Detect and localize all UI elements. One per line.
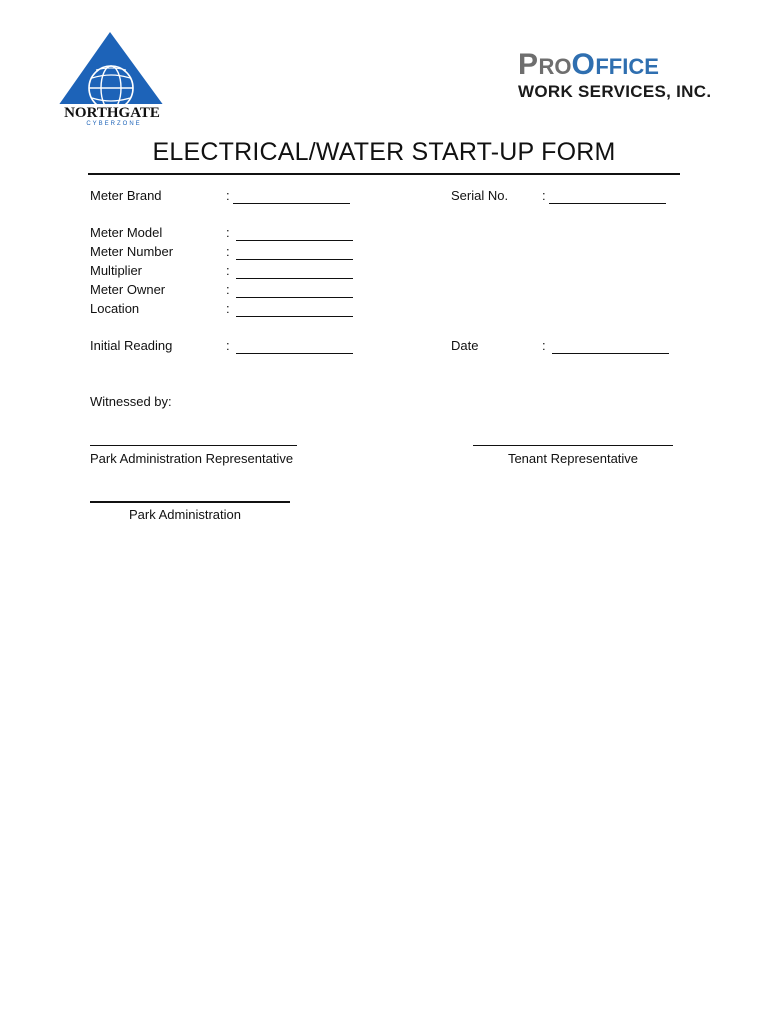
park-admin-rep-label: Park Administration Representative	[90, 451, 294, 466]
northgate-logo	[56, 28, 170, 128]
meter-model-label: Meter Model	[90, 225, 163, 240]
serial-no-label: Serial No.	[451, 188, 509, 203]
meter-model-colon: :	[226, 225, 230, 240]
meter-number-field[interactable]	[236, 259, 353, 260]
multiplier-label: Multiplier	[90, 263, 143, 278]
meter-model-field[interactable]	[236, 240, 353, 241]
initial-reading-colon: :	[226, 338, 230, 353]
witnessed-by-label: Witnessed by:	[90, 394, 172, 409]
multiplier-field[interactable]	[236, 278, 353, 279]
tenant-rep-signature-line[interactable]	[473, 445, 673, 446]
park-admin-label: Park Administration	[129, 507, 241, 522]
location-colon: :	[226, 301, 230, 316]
date-label: Date	[451, 338, 479, 353]
serial-no-colon: :	[542, 188, 546, 203]
title-divider	[88, 173, 680, 175]
location-label: Location	[90, 301, 140, 316]
park-admin-signature-line[interactable]	[90, 501, 290, 503]
northgate-wordmark: NORTHGATE	[64, 105, 160, 121]
location-field[interactable]	[236, 316, 353, 317]
tenant-rep-label: Tenant Representative	[507, 451, 639, 466]
meter-number-colon: :	[226, 244, 230, 259]
initial-reading-field[interactable]	[236, 353, 353, 354]
meter-owner-field[interactable]	[236, 297, 353, 298]
meter-number-label: Meter Number	[90, 244, 174, 259]
meter-owner-colon: :	[226, 282, 230, 297]
multiplier-colon: :	[226, 263, 230, 278]
initial-reading-label: Initial Reading	[90, 338, 173, 353]
serial-no-field[interactable]	[549, 203, 666, 204]
meter-brand-label: Meter Brand	[90, 188, 162, 203]
northgate-globe-icon	[56, 28, 170, 128]
park-admin-rep-signature-line[interactable]	[90, 445, 297, 446]
date-field[interactable]	[552, 353, 669, 354]
date-colon: :	[542, 338, 546, 353]
meter-owner-label: Meter Owner	[90, 282, 166, 297]
northgate-subtitle: CYBERZONE	[86, 121, 142, 127]
meter-brand-colon: :	[226, 188, 230, 203]
meter-brand-field[interactable]	[233, 203, 350, 204]
prooffice-subtitle: WORK SERVICES, INC.	[518, 82, 712, 101]
form-title: ELECTRICAL/WATER START-UP FORM	[152, 138, 616, 166]
prooffice-wordmark: PROOFFICE	[518, 48, 659, 81]
prooffice-logo	[518, 48, 712, 102]
